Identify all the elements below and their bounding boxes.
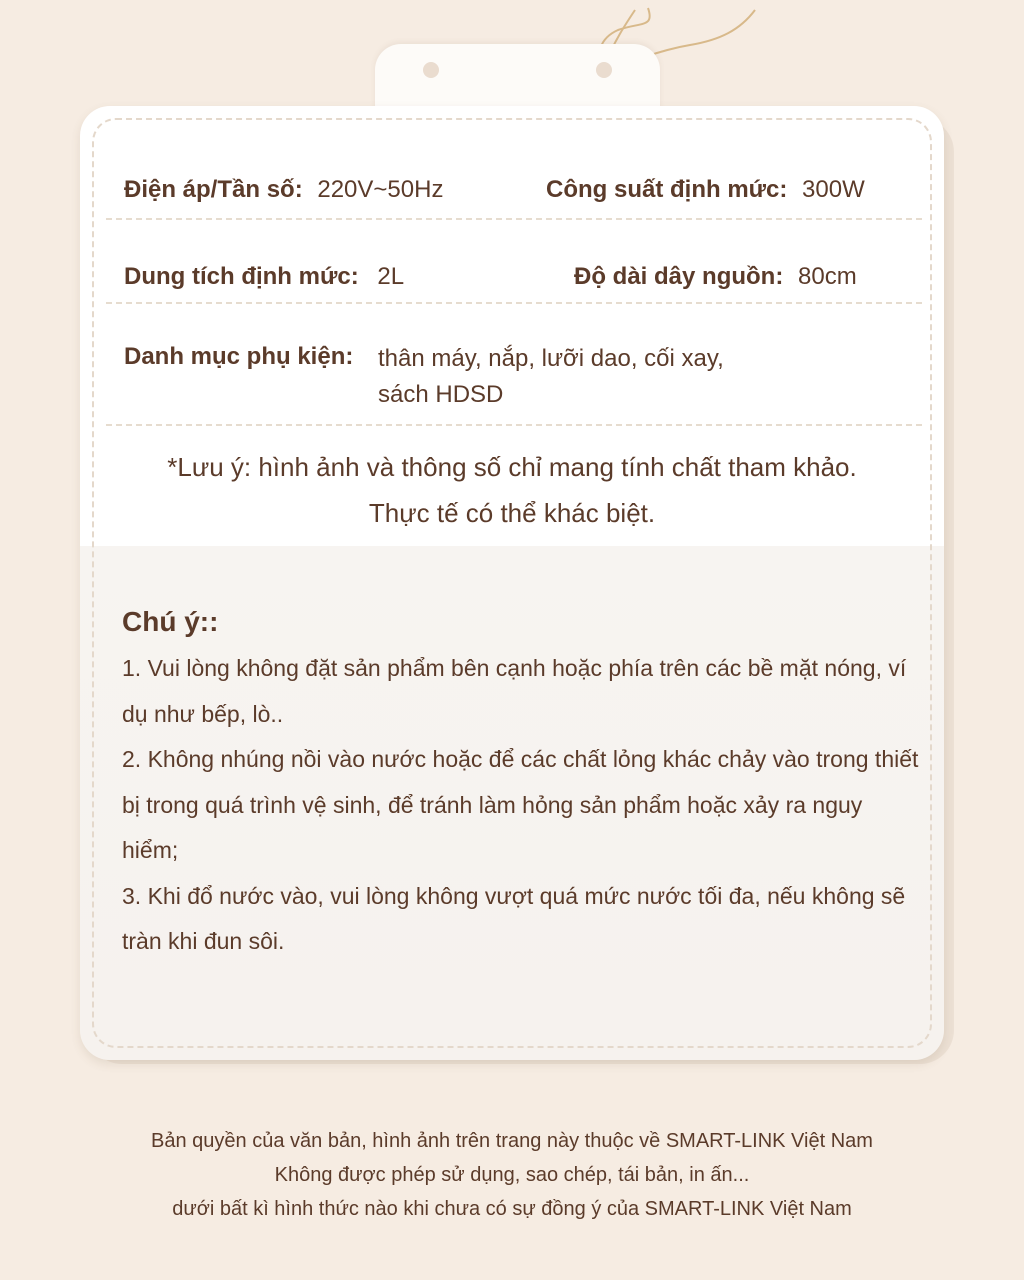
- power-label: Công suất định mức:: [546, 176, 788, 203]
- cord-value: 80cm: [798, 263, 857, 290]
- spec-card: [80, 106, 944, 1060]
- notice-list: [122, 646, 922, 965]
- accessories-label: Danh mục phụ kiện:: [124, 343, 354, 370]
- voltage-label: Điện áp/Tần số:: [124, 176, 303, 203]
- capacity-value: 2L: [377, 263, 405, 290]
- tag-hole-icon: [423, 62, 439, 78]
- power-value: 300W: [802, 176, 865, 203]
- tag-hole-icon: [596, 62, 612, 78]
- divider: [106, 218, 922, 220]
- disclaimer-line2: Thực tế có thể khác biệt.: [368, 498, 656, 528]
- footer-line: Bản quyền của văn bản, hình ảnh trên trang này thuộc về SMART-LINK Việt Nam: [151, 1130, 873, 1152]
- footer-line: Không được phép sử dụng, sao chép, tái bản, in ấn...: [274, 1164, 750, 1186]
- accessories-value-line1: thân máy, nắp, lưỡi dao, cối xay,: [378, 345, 724, 372]
- footer-line: dưới bất kì hình thức nào khi chưa có sự đồng ý của SMART-LINK Việt Nam: [172, 1198, 852, 1220]
- copyright-footer: [0, 1124, 1024, 1226]
- notice-item: 3. Khi đổ nước vào, vui lòng không vượt quá mức nước tối đa, nếu không sẽ tràn khi đun sôi.: [122, 882, 906, 954]
- accessories-value-line2: sách HDSD: [378, 381, 504, 408]
- cord-label: Độ dài dây nguồn:: [574, 263, 784, 290]
- notice-item: 2. Không nhúng nồi vào nước hoặc để các chất lỏng khác chảy vào trong thiết bị trong quá trình vệ sinh, để tránh làm hỏng sản phẩm hoặc xảy ra nguy hiểm;: [122, 746, 919, 863]
- notice-title: Chú ý::: [122, 606, 219, 637]
- disclaimer-line1: *Lưu ý: hình ảnh và thông số chỉ mang tính chất tham khảo.: [167, 452, 857, 482]
- divider: [106, 424, 922, 426]
- capacity-label: Dung tích định mức:: [124, 263, 359, 290]
- divider: [106, 302, 922, 304]
- notice-item: 1. Vui lòng không đặt sản phẩm bên cạnh hoặc phía trên các bề mặt nóng, ví dụ như bếp, lò..: [122, 655, 907, 727]
- voltage-value: 220V~50Hz: [317, 176, 444, 203]
